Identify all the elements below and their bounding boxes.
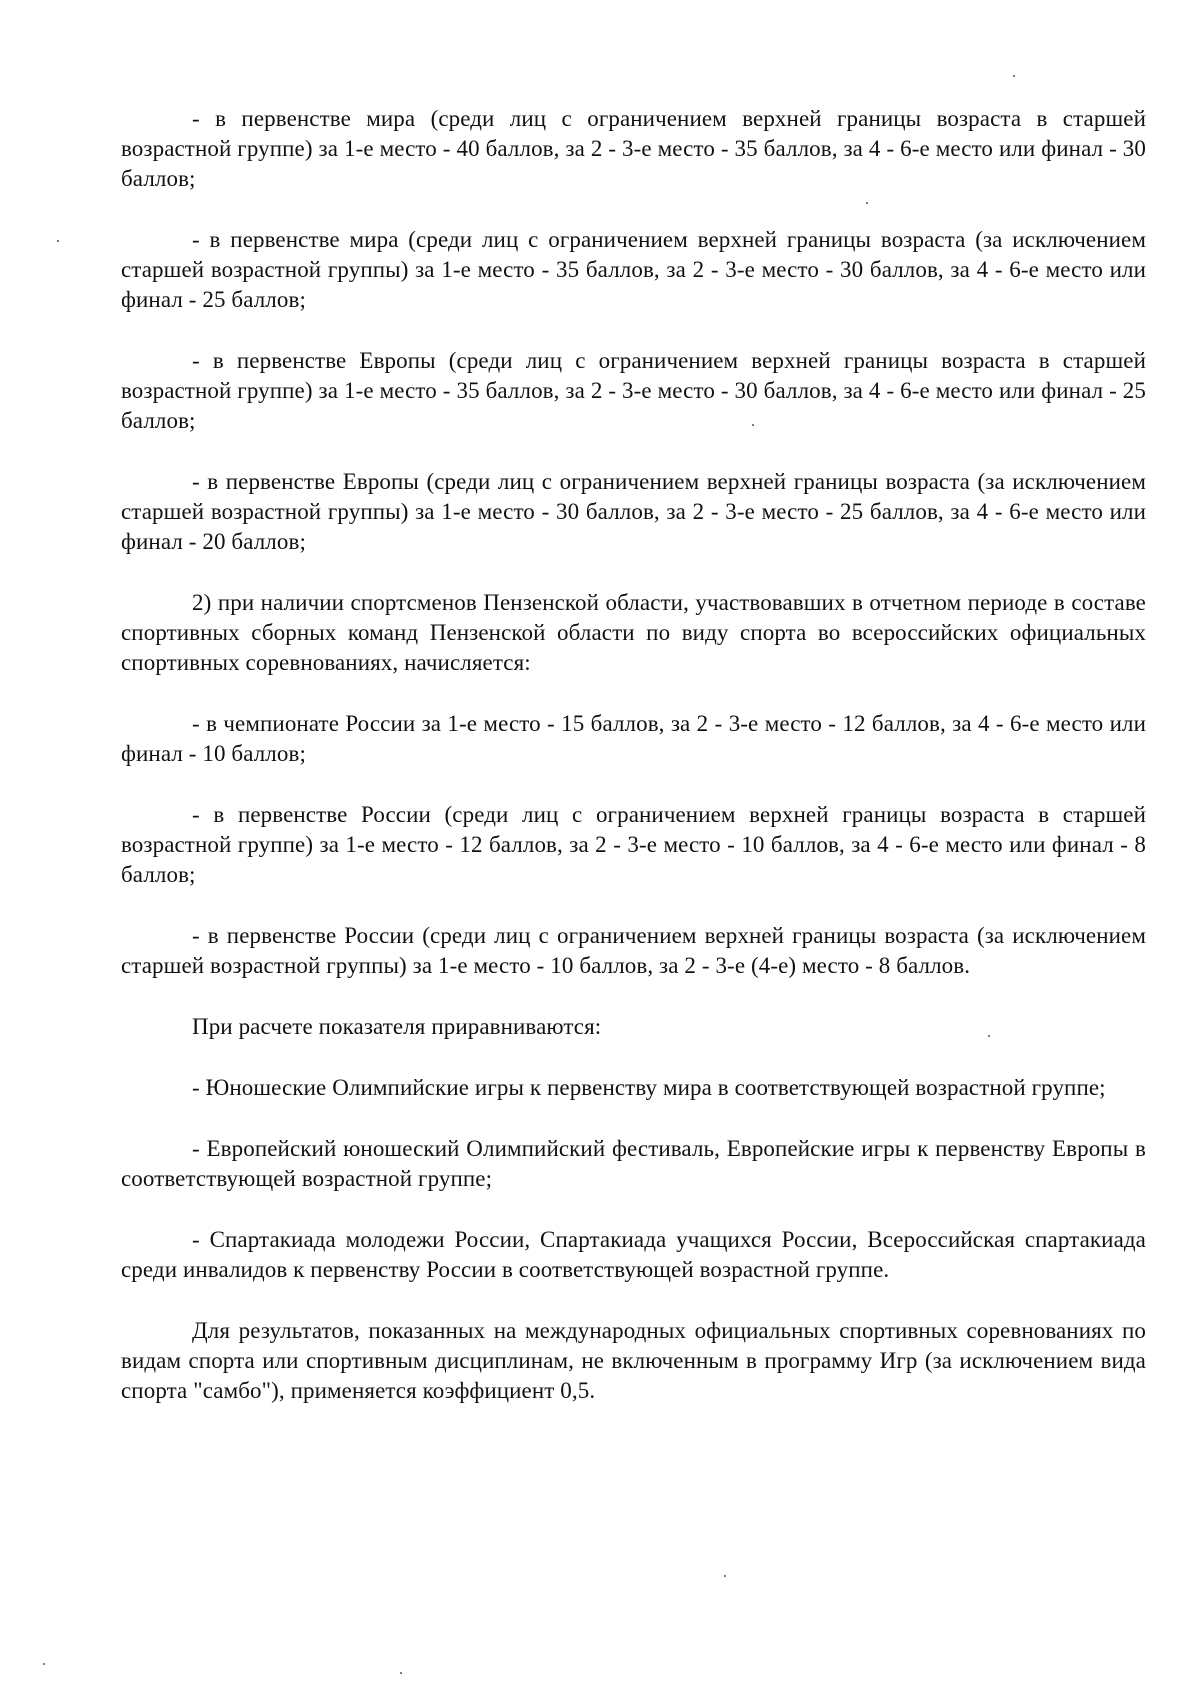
scan-speck [400, 1672, 402, 1674]
document-body [121, 104, 1146, 1437]
scan-speck [57, 240, 59, 242]
paragraph-world-youth-other: - в первенстве мира (среди лиц с ограничением верхней границы возраста (за исключением старшей возрастной группы) за 1-е место - 35 баллов, за 2 - 3-е место - 30 баллов, за 4 - 6-е место или финал - 25 баллов; [121, 227, 1146, 312]
paragraph-europe-youth-senior: - в первенстве Европы (среди лиц с ограничением верхней границы возраста в старшей возрастной группе) за 1-е место - 35 баллов, за 2 - 3-е место - 30 баллов, за 4 - 6-е место или финал - 25 баллов; [121, 348, 1146, 433]
scan-speck [43, 1663, 45, 1665]
scan-speck [988, 1035, 990, 1037]
paragraph-europe-youth-other: - в первенстве Европы (среди лиц с ограничением верхней границы возраста (за исключением старшей возрастной группы) за 1-е место - 30 баллов, за 2 - 3-е место - 25 баллов, за 4 - 6-е место или финал - 20 баллов; [121, 469, 1146, 554]
paragraph-equivalence-heading: При расчете показателя приравниваются: [192, 1014, 602, 1039]
scan-speck [1013, 75, 1015, 77]
paragraph-russia-championship: - в чемпионате России за 1-е место - 15 баллов, за 2 - 3-е место - 12 баллов, за 4 - 6-е место или финал - 10 баллов; [121, 711, 1146, 766]
paragraph-world-youth-senior: - в первенстве мира (среди лиц с ограничением верхней границы возраста в старшей возрастной группе) за 1-е место - 40 баллов, за 2 - 3-е место - 35 баллов, за 4 - 6-е место или финал - 30 баллов; [121, 106, 1146, 191]
paragraph-european-festival: - Европейский юношеский Олимпийский фестиваль, Европейские игры к первенству Европы в соответствующей возрастной группе; [121, 1136, 1146, 1191]
scan-speck [752, 424, 754, 426]
scan-speck [866, 202, 868, 204]
paragraph-coefficient: Для результатов, показанных на международных официальных спортивных соревнованиях по видам спорта или спортивным дисциплинам, не включенным в программу Игр (за исключением вида спорта "самбо"), применяется коэффициент 0,5. [121, 1318, 1146, 1403]
paragraph-russia-youth-other: - в первенстве России (среди лиц с ограничением верхней границы возраста (за исключением старшей возрастной группы) за 1-е место - 10 баллов, за 2 - 3-е (4-е) место - 8 баллов. [121, 923, 1146, 978]
paragraph-spartakiads: - Спартакиада молодежи России, Спартакиада учащихся России, Всероссийская спартакиада среди инвалидов к первенству России в соответствующей возрастной группе. [121, 1227, 1146, 1282]
paragraph-national-competitions: 2) при наличии спортсменов Пензенской области, участвовавших в отчетном периоде в составе спортивных сборных команд Пензенской области по виду спорта во всероссийских официальных спортивных соревнованиях, начисляется: [121, 590, 1146, 675]
paragraph-youth-olympic-games: - Юношеские Олимпийские игры к первенству мира в соответствующей возрастной группе; [192, 1075, 1106, 1100]
paragraph-russia-youth-senior: - в первенстве России (среди лиц с ограничением верхней границы возраста в старшей возрастной группе) за 1-е место - 12 баллов, за 2 - 3-е место - 10 баллов, за 4 - 6-е место или финал - 8 баллов; [121, 802, 1146, 887]
scan-speck [724, 1575, 726, 1577]
